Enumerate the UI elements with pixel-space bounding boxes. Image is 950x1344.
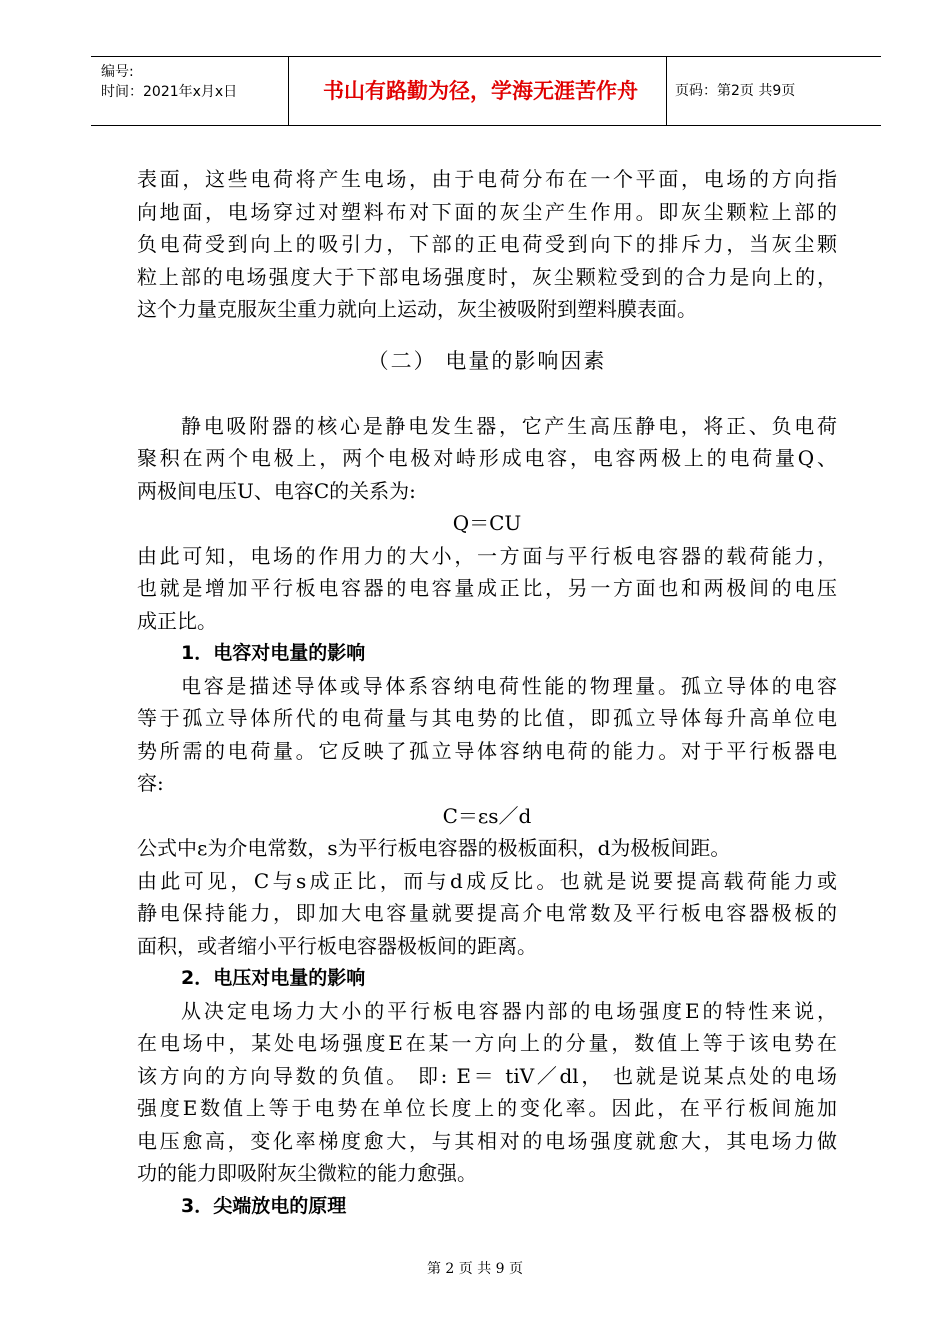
header-meta <box>101 62 237 102</box>
paragraph-6 <box>137 995 837 1190</box>
time-label: 时间：2021年x月x日 <box>101 84 238 100</box>
page-footer: 第 2 页 共 9 页 <box>426 1261 524 1277</box>
header-divider <box>288 57 289 125</box>
text-line: 由此可见，C与s成正比，而与d成反比。也就是说要提高载荷能力或 <box>137 868 837 893</box>
section-title: （二） 电量的影响因素 <box>367 348 607 373</box>
text-line: 向地面，电场穿过对塑料布对下面的灰尘产生作用。即灰尘颗粒上部的 <box>137 199 837 224</box>
text-line: 粒上部的电场强度大于下部电场强度时，灰尘颗粒受到的合力是向上的， <box>137 264 837 289</box>
document-body <box>137 163 837 1222</box>
text-line: 两极间电压U、电容C的关系为: <box>137 478 416 503</box>
paragraph-5 <box>137 832 837 962</box>
text-line: 该方向的方向导数的负值。 即: E＝ tiV／dl， 也就是说某点处的电场 <box>137 1063 837 1088</box>
text-line: 由此可知，电场的作用力的大小，一方面与平行板电容器的载荷能力， <box>137 543 837 568</box>
text-line: 电压愈高，变化率梯度愈大，与其相对的电场强度就愈大，其电场力做 <box>137 1128 837 1153</box>
heading-voltage: 2．电压对电量的影响 <box>181 967 366 989</box>
paragraph-4 <box>137 670 837 800</box>
formula-c-es-d: C＝εs／d <box>442 803 532 828</box>
formula-q-cu: Q＝CU <box>452 511 522 535</box>
text-line: 在电场中，某处电场强度E在某一方向上的分量，数值上等于该电势在 <box>137 1031 837 1055</box>
text-line: 强度E数值上等于电势在单位长度上的变化率。因此，在平行板间施加 <box>137 1096 837 1120</box>
text-line: 功的能力即吸附灰尘微粒的能力愈强。 <box>137 1161 477 1185</box>
text-line: 容: <box>137 771 164 795</box>
header-divider <box>666 57 667 125</box>
heading-point-discharge: 3．尖端放电的原理 <box>181 1194 347 1217</box>
heading-capacitance: 1．电容对电量的影响 <box>181 642 366 664</box>
text-line: 静电吸附器的核心是静电发生器，它产生高压静电，将正、负电荷 <box>181 413 837 438</box>
text-line: 负电荷受到向上的吸引力，下部的正电荷受到向下的排斥力，当灰尘颗 <box>137 232 837 256</box>
text-line: 等于孤立导体所代的电荷量与其电势的比值，即孤立导体每升高单位电 <box>137 706 837 730</box>
text-line: 从决定电场力大小的平行板电容器内部的电场强度E的特性来说， <box>181 998 837 1023</box>
text-line: 也就是增加平行板电容器的电容量成正比，另一方面也和两极间的电压 <box>137 576 837 600</box>
page-header <box>91 56 881 126</box>
paragraph-3 <box>137 540 837 638</box>
text-line: 表面，这些电荷将产生电场，由于电荷分布在一个平面，电场的方向指 <box>137 167 837 191</box>
text-line: 势所需的电荷量。它反映了孤立导体容纳电荷的能力。对于平行板器电 <box>137 738 837 763</box>
text-line: 静电保持能力，即加大电容量就要提高介电常数及平行板电容器极板的 <box>137 901 837 925</box>
text-line: 公式中ε为介电常数，s为平行板电容器的极板面积，d为极板间距。 <box>137 836 731 860</box>
text-line: 电容是描述导体或导体系容纳电荷性能的物理量。孤立导体的电容 <box>181 673 837 698</box>
header-page-label: 页码：第2页 共9页 <box>675 83 796 99</box>
header-motto: 书山有路勤为径，学海无涯苦作舟 <box>323 79 638 103</box>
number-label: 编号: <box>101 64 134 80</box>
text-line: 聚积在两个电极上，两个电极对峙形成电容，电容两极上的电荷量Q、 <box>137 446 837 470</box>
paragraph-2 <box>137 410 837 508</box>
paragraph-1 <box>137 163 837 326</box>
text-line: 面积，或者缩小平行板电容器极板间的距离。 <box>137 933 537 958</box>
text-line: 成正比。 <box>137 608 217 633</box>
text-line: 这个力量克服灰尘重力就向上运动，灰尘被吸附到塑料膜表面。 <box>137 297 697 321</box>
